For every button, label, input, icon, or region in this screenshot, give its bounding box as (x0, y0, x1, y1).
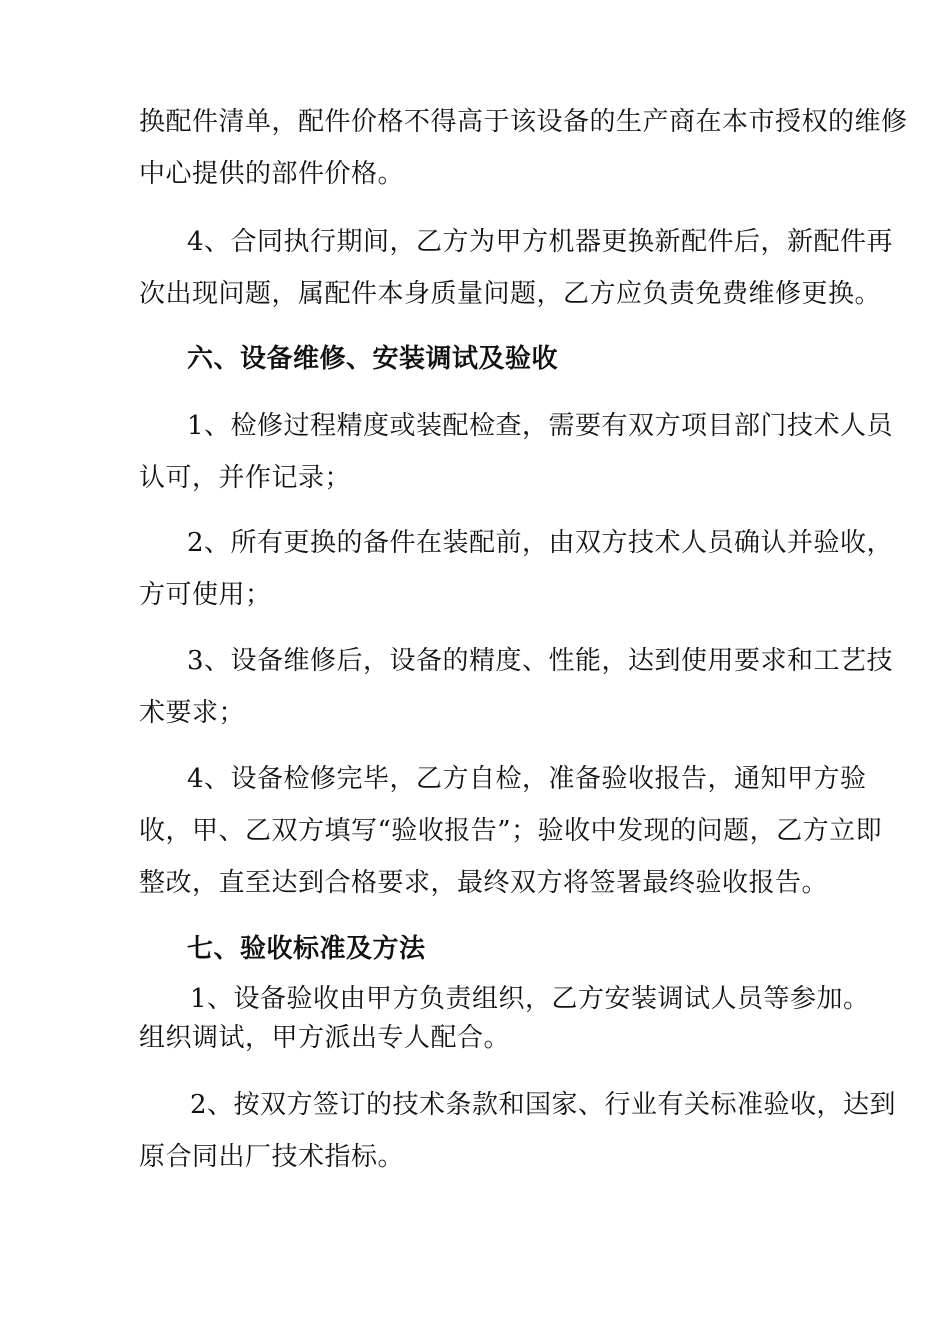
section-heading: 七、验收标准及方法 (187, 934, 426, 964)
paragraph-line: 换配件清单，配件价格不得高于该设备的生产商在本市授权的维修 (139, 107, 908, 137)
paragraph-line: 3、设备维修后，设备的精度、性能，达到使用要求和工艺技 (187, 646, 894, 676)
paragraph-line: 次出现问题，属配件本身质量问题，乙方应负责免费维修更换。 (139, 279, 882, 309)
paragraph-line: 2、按双方签订的技术条款和国家、行业有关标准验收，达到 (190, 1090, 897, 1120)
paragraph-line: 1、检修过程精度或装配检查，需要有双方项目部门技术人员 (187, 411, 894, 441)
paragraph-line: 收，甲、乙双方填写“验收报告”；验收中发现的问题，乙方立即 (139, 816, 883, 846)
paragraph-line: 1、设备验收由甲方负责组织，乙方安装调试人员等参加。 (190, 984, 870, 1014)
paragraph-line: 中心提供的部件价格。 (139, 159, 405, 189)
section-heading: 六、设备维修、安装调试及验收 (187, 344, 559, 374)
paragraph-line: 认可，并作记录； (139, 463, 352, 493)
paragraph-line: 术要求； (139, 698, 246, 728)
paragraph-line: 整改，直至达到合格要求，最终双方将签署最终验收报告。 (139, 868, 829, 898)
paragraph-line: 组织调试，甲方派出专人配合。 (139, 1023, 511, 1053)
paragraph-line: 方可使用； (139, 580, 272, 610)
paragraph-line: 原合同出厂技术指标。 (139, 1142, 405, 1172)
paragraph-line: 4、设备检修完毕，乙方自检，准备验收报告，通知甲方验 (187, 764, 867, 794)
paragraph-line: 2、所有更换的备件在装配前，由双方技术人员确认并验收， (187, 528, 894, 558)
paragraph-line: 4、合同执行期间，乙方为甲方机器更换新配件后，新配件再 (187, 227, 894, 257)
